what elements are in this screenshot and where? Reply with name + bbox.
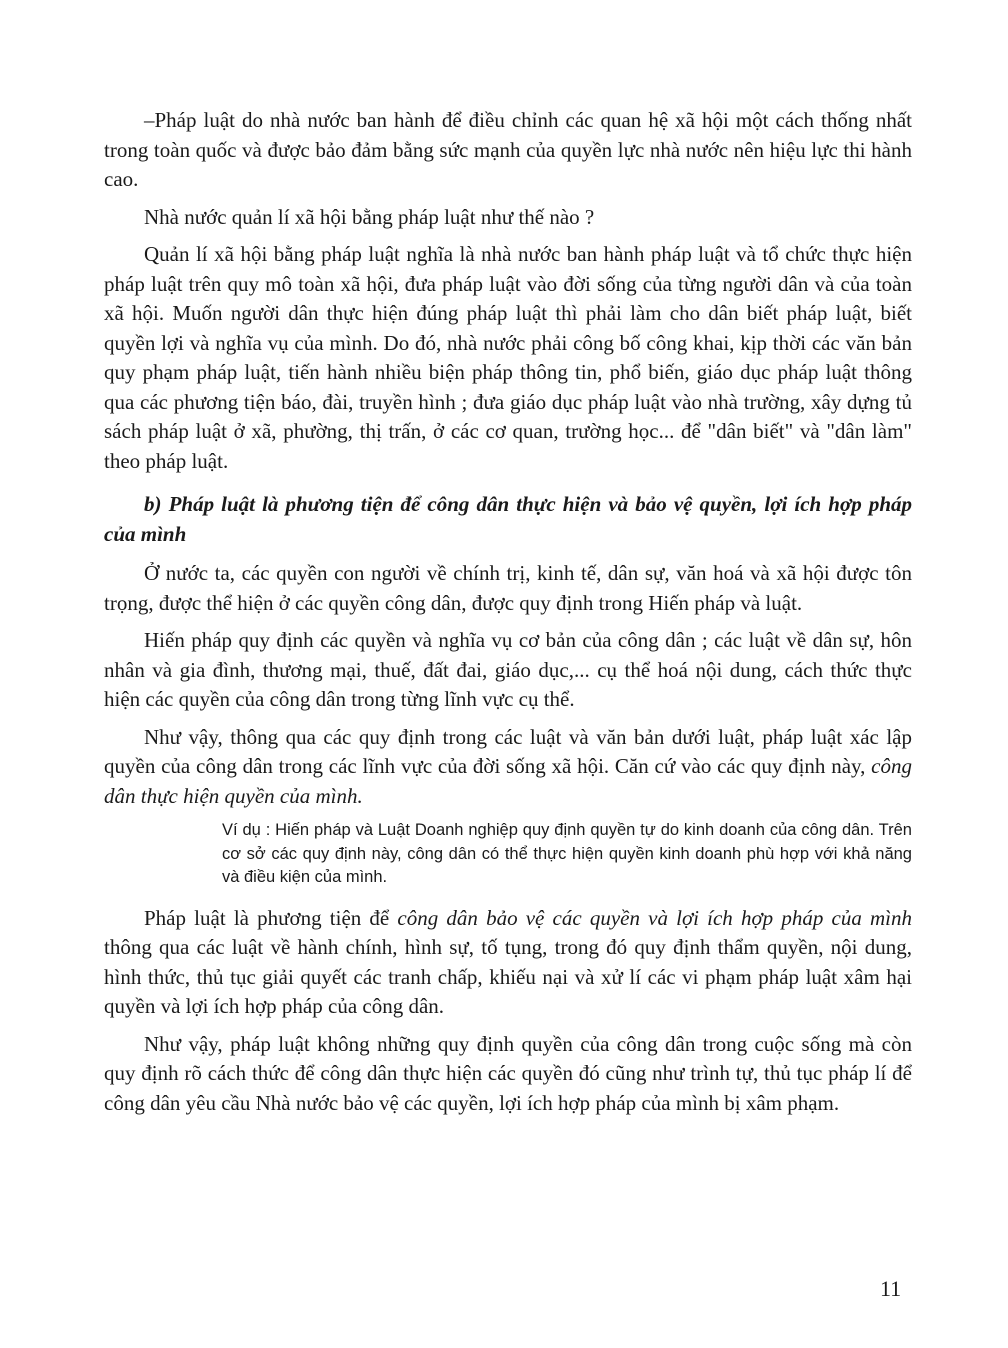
paragraph-manage-by-law: Quản lí xã hội bằng pháp luật nghĩa là nhà nước ban hành pháp luật và tổ chức thực hiện pháp luật trên quy mô toàn xã hội, đưa pháp luật vào đời sống của từng người dân và của toàn xã hội. Muốn người dân thực hiện đúng pháp luật thì phải làm cho dân biết pháp luật, biết quyền lợi và nghĩa vụ của mình. Do đó, nhà nước phải công bố công khai, kịp thời các văn bản quy phạm pháp luật, tiến hành nhiều biện pháp thông tin, phổ biến, giáo dục pháp luật thông qua các phương tiện báo, đài, truyền hình ; đưa giáo dục pháp luật vào nhà trường, xây dựng tủ sách pháp luật ở xã, phường, thị trấn, ở các cơ quan, trường học... để "dân biết" và "dân làm" theo pháp luật. — [104, 242, 912, 473]
paragraph-conclusion: Như vậy, pháp luật không những quy định quyền của công dân trong cuộc sống mà còn quy định rõ cách thức để công dân thực hiện các quyền đó cũng như trình tự, thủ tục pháp lí để công dân yêu cầu Nhà nước bảo vệ các quyền, lợi ích hợp pháp của mình bị xâm phạm. — [104, 1031, 912, 1115]
paragraph-constitution: Hiến pháp quy định các quyền và nghĩa vụ cơ bản của công dân ; các luật về dân sự, hôn nhân và gia đình, thương mại, thuế, đất đai, giáo dục,... cụ thể hoá nội dung, cách thức thực hiện các quyền của công dân trong từng lĩnh vực cụ thể. — [104, 628, 912, 711]
example-box: Ví dụ : Hiến pháp và Luật Doanh nghiệp quy định quyền tự do kinh doanh của công dân. Trên cơ sở các quy định này, công dân có thể thực hiện quyền kinh doanh phù hợp với khả năng và điều kiện của mình. — [222, 821, 912, 886]
page-number: 11 — [880, 1276, 902, 1301]
paragraph-protect-rights-lead: Pháp luật là phương tiện để — [144, 905, 398, 930]
question-state-manage: Nhà nước quản lí xã hội bằng pháp luật như thế nào ? — [144, 204, 595, 229]
paragraph-protect-rights-tail: thông qua các luật về hành chính, hình sự, tố tụng, trong đó quy định thẩm quyền, nội dung, hình thức, thủ tục giải quyết các tranh chấp, khiếu nại và xử lí các vi phạm pháp luật xâm hại quyền và lợi ích hợp pháp của công dân. — [104, 935, 912, 1018]
paragraph-establish-rights-emphasis: công dân thực hiện quyền của mình. — [104, 754, 912, 808]
paragraph-human-rights: Ở nước ta, các quyền con người về chính trị, kinh tế, dân sự, văn hoá và xã hội được tôn trọng, được thể hiện ở các quyền công dân, được quy định trong Hiến pháp và luật. — [104, 561, 912, 615]
section-heading-b: b) Pháp luật là phương tiện để công dân thực hiện và bảo vệ quyền, lợi ích hợp pháp của mình — [104, 492, 912, 546]
paragraph-establish-rights — [104, 723, 912, 812]
page-body — [104, 106, 912, 1130]
paragraph-protect-rights-emphasis: công dân bảo vệ các quyền và lợi ích hợp pháp của mình — [397, 905, 912, 930]
paragraph-establish-rights-text: Như vậy, thông qua các quy định trong các luật và văn bản dưới luật, pháp luật xác lập quyền của công dân trong các lĩnh vực của đời sống xã hội. Căn cứ vào các quy định này, — [104, 724, 912, 778]
paragraph-protect-rights — [104, 904, 912, 1022]
paragraph-law-authority: –Pháp luật do nhà nước ban hành để điều chỉnh các quan hệ xã hội một cách thống nhất trong toàn quốc và được bảo đảm bằng sức mạnh của quyền lực nhà nước nên hiệu lực thi hành cao. — [104, 108, 912, 191]
